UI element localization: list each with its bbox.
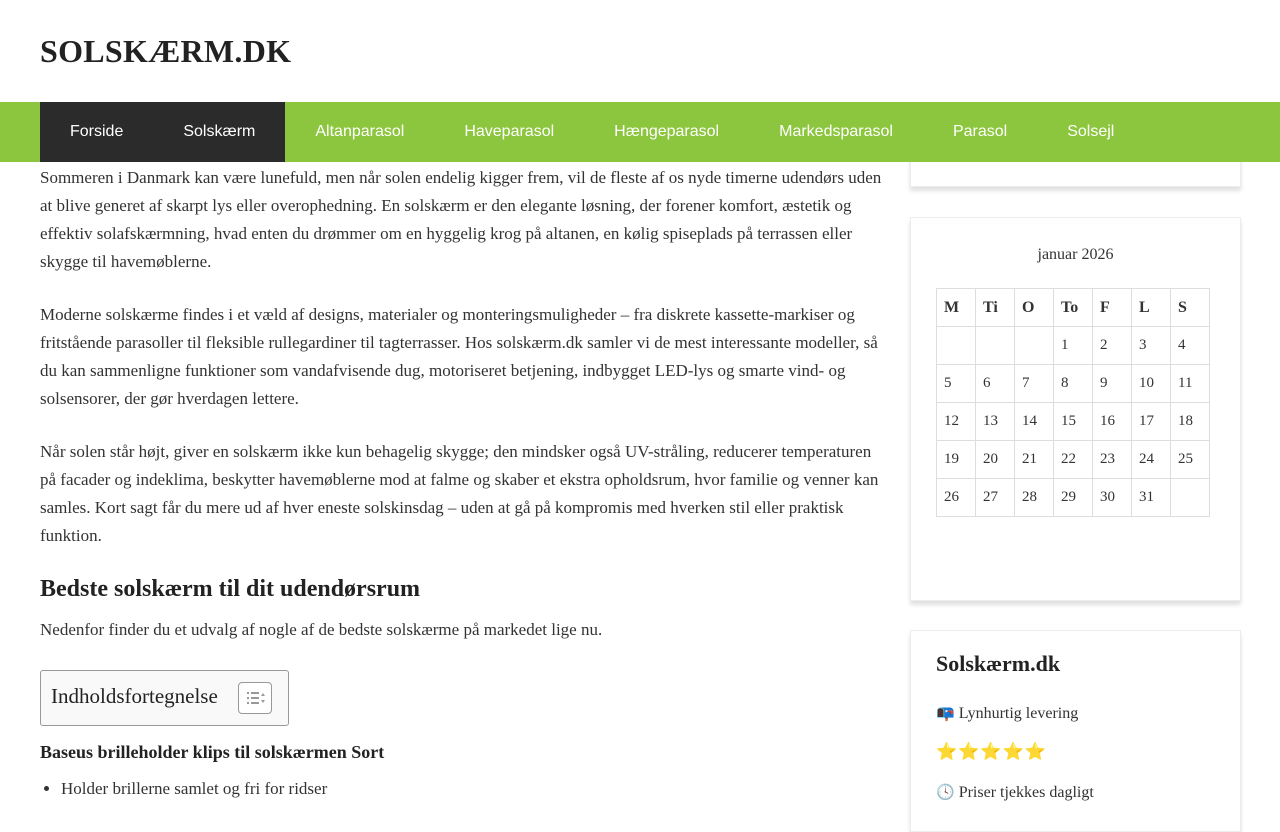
calendar-day: 8 [1054, 365, 1093, 403]
calendar-day: 28 [1015, 479, 1054, 517]
calendar-day: 27 [976, 479, 1015, 517]
calendar-day: 17 [1132, 403, 1171, 441]
calendar-day: 13 [976, 403, 1015, 441]
product-title: Baseus brilleholder klips til solskærmen Sort [40, 742, 385, 762]
info-line-text: Priser tjekkes dagligt [958, 784, 1094, 801]
mailbox-icon: 📭 [936, 704, 955, 722]
calendar-caption: januar 2026 [1037, 246, 1114, 263]
calendar-day: 2 [1093, 327, 1132, 365]
calendar-day: 26 [937, 479, 976, 517]
calendar-day: 23 [1093, 441, 1132, 479]
calendar-week [937, 327, 1210, 365]
weekday-header: Ti [976, 289, 1015, 327]
list-toggle-icon [245, 689, 265, 707]
calendar-week [937, 479, 1210, 517]
info-line-rating [936, 741, 1047, 764]
calendar-day: 14 [1015, 403, 1054, 441]
nav-item-altanparasol[interactable]: Altanparasol [315, 123, 405, 140]
calendar-day: 25 [1171, 441, 1210, 479]
weekday-header: To [1054, 289, 1093, 327]
clock-icon: 🕓 [936, 783, 955, 801]
intro-paragraph-3: Når solen står højt, giver en solskærm ikke kun behagelig skygge; den mindsker også UV-stråling, reducerer temperaturen på facader og indeklima, beskytter havemøblerne mod at falme og skaber et ekstra opholdsrum, hvor familie og venner kan samles. Kort sagt får du mere ud af hver eneste solskinsdag – uden at gå på kompromis med hverken stil eller praktisk funktion. [40, 442, 879, 545]
star-icon: ⭐⭐⭐⭐⭐ [936, 742, 1047, 762]
calendar-day: 7 [1015, 365, 1054, 403]
calendar-day: 10 [1132, 365, 1171, 403]
intro-paragraph-1: Sommeren i Danmark kan være lunefuld, men når solen endelig kigger frem, vil de fleste af os nyde timerne udendørs uden at blive generet af skarpt lys eller overophedning. En solskærm er den elegante løsning, der forener komfort, æstetik og effektiv solafskærmning, hvad enten du drømmer om en hyggelig krog på altanen, en kølig spiseplads på terrassen eller skygge til havemøblerne. [40, 168, 882, 271]
calendar-day: 19 [937, 441, 976, 479]
nav-item-markedsparasol[interactable]: Markedsparasol [779, 123, 893, 140]
list-item: • Holder brillerne samlet og fri for ridser [61, 777, 327, 801]
calendar-day: 16 [1093, 403, 1132, 441]
calendar-day: 3 [1132, 327, 1171, 365]
calendar-week [937, 403, 1210, 441]
calendar-day: 15 [1054, 403, 1093, 441]
site-header [0, 0, 1280, 102]
info-line-prices [936, 781, 1094, 804]
main-navigation [0, 102, 1280, 162]
calendar-day [1171, 479, 1210, 517]
calendar-day [976, 327, 1015, 365]
calendar-day: 1 [1054, 327, 1093, 365]
nav-item-haengeparasol[interactable]: Hængeparasol [614, 123, 720, 140]
calendar-day: 21 [1015, 441, 1054, 479]
info-widget-title: Solskærm.dk [936, 651, 1061, 676]
nav-item-solskaerm[interactable]: Solskærm [153, 102, 285, 162]
toc-toggle-button[interactable] [238, 682, 272, 714]
calendar-widget [910, 217, 1241, 601]
weekday-header: M [937, 289, 976, 327]
info-widget [910, 630, 1241, 832]
nav-item-parasol[interactable]: Parasol [952, 123, 1008, 140]
nav-item-forside[interactable]: Forside [40, 102, 153, 162]
calendar-week [937, 441, 1210, 479]
calendar-day: 9 [1093, 365, 1132, 403]
calendar-day: 4 [1171, 327, 1210, 365]
weekday-header: O [1015, 289, 1054, 327]
calendar-day [1015, 327, 1054, 365]
section-intro: Nedenfor finder du et udvalg af nogle af de bedste solskærme på markedet lige nu. [40, 620, 603, 639]
weekday-header: L [1132, 289, 1171, 327]
calendar-day: 30 [1093, 479, 1132, 517]
calendar-day: 6 [976, 365, 1015, 403]
calendar-day: 18 [1171, 403, 1210, 441]
nav-item-haveparasol[interactable]: Haveparasol [464, 123, 555, 140]
calendar-day: 11 [1171, 365, 1210, 403]
product-feature-list [40, 777, 327, 801]
calendar-day [937, 327, 976, 365]
weekday-header: S [1171, 289, 1210, 327]
info-line-text: Lynhurtig levering [958, 705, 1079, 722]
weekday-header: F [1093, 289, 1132, 327]
table-of-contents [40, 670, 289, 726]
calendar-day: 31 [1132, 479, 1171, 517]
site-title[interactable]: SOLSKÆRM.DK [40, 33, 292, 69]
calendar-day: 20 [976, 441, 1015, 479]
calendar-day: 22 [1054, 441, 1093, 479]
calendar-day: 24 [1132, 441, 1171, 479]
calendar-day: 29 [1054, 479, 1093, 517]
calendar-day: 5 [937, 365, 976, 403]
nav-item-solsejl[interactable]: Solsejl [1067, 123, 1115, 140]
calendar-day: 12 [937, 403, 976, 441]
section-heading: Bedste solskærm til dit udendørsrum [40, 576, 421, 602]
info-line-delivery [936, 702, 1078, 725]
calendar-table [936, 288, 1210, 517]
calendar-week [937, 365, 1210, 403]
intro-paragraph-2: Moderne solskærme findes i et væld af designs, materialer og monteringsmuligheder – fra diskrete kassette-markiser og fritstående parasoller til fleksible rullegardiner til tagterrasser. Hos solskærm.dk samler vi de mest interessante modeller, så du kan sammenligne funktioner som vandafvisende dug, motoriseret betjening, indbygget LED-lys og smarte vind- og solsensorer, der gør hverdagen lettere. [40, 305, 878, 408]
toc-title: Indholdsfortegnelse [51, 684, 218, 708]
